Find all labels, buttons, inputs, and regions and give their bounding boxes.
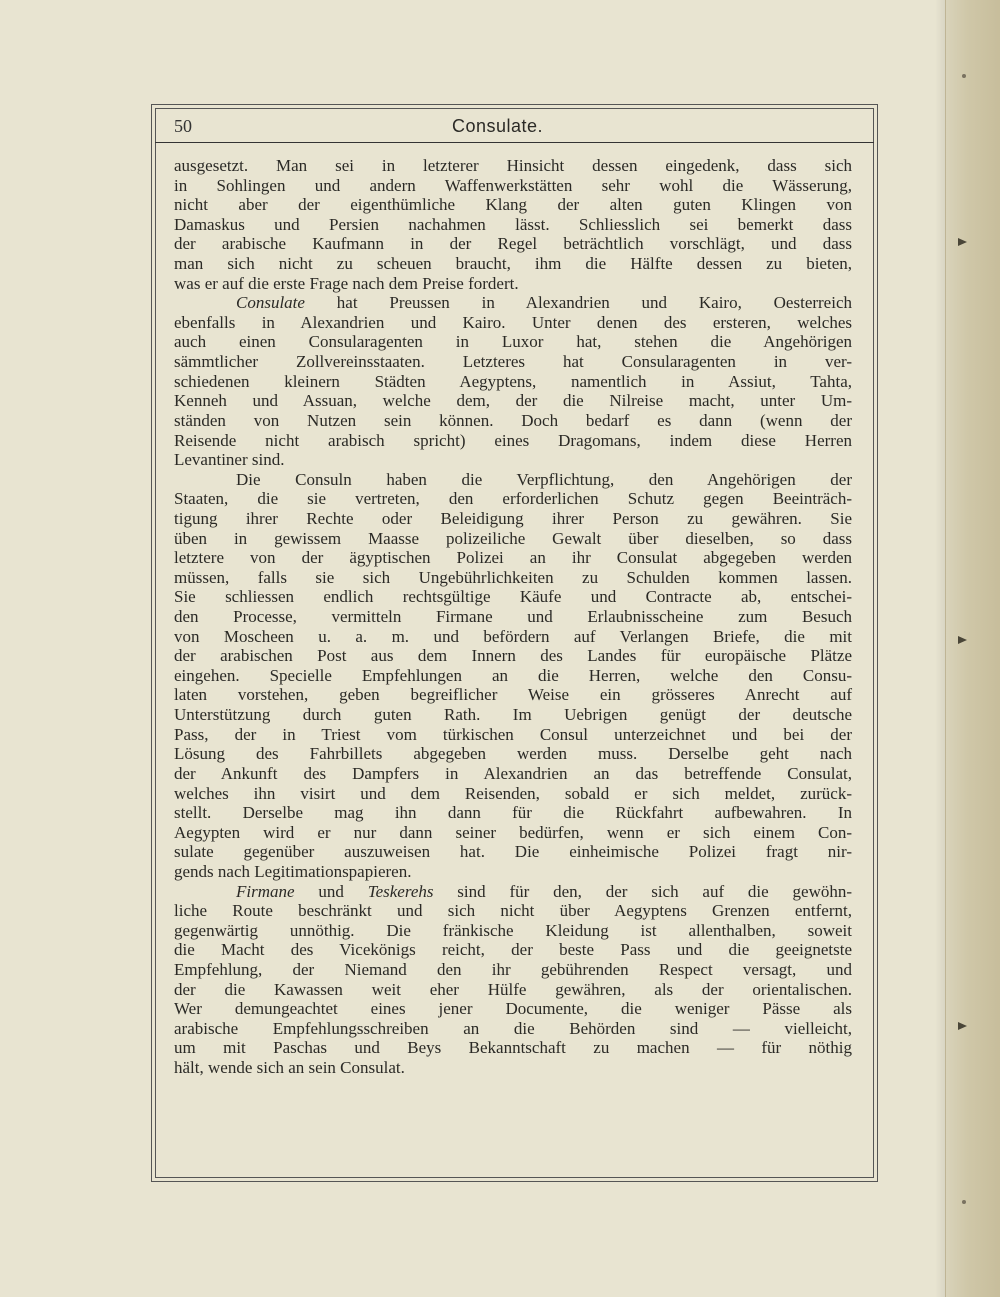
text-line: der die Kawassen weit eher Hülfe gewähren, als der orientalischen. (174, 979, 852, 999)
text-line: der Ankunft des Dampfers in Alexandrien an das betreffende Consulat, (174, 763, 852, 783)
header-rule (155, 142, 874, 143)
text-line: nicht aber der eigenthümliche Klang der alten guten Klingen von (174, 195, 852, 215)
text-line: arabische Empfehlungsschreiben an die Behörden sind — vielleicht, (174, 1018, 852, 1038)
text-line: hält, wende sich an sein Consulat. (174, 1058, 405, 1078)
text-line: den Processe, vermitteln Firmane und Erlaubnisscheine zum Besuch (174, 607, 852, 627)
text-line: gends nach Legitimationspapieren. (174, 861, 412, 881)
text-line: sämmtlicher Zollvereinsstaaten. Letzteres hat Consularagenten in ver- (174, 352, 852, 372)
text-line: Lösung des Fahrbillets abgegeben werden muss. Derselbe geht nach (174, 744, 852, 764)
page-number: 50 (174, 116, 192, 136)
text-line: letztere von der ägyptischen Polizei an ihr Consulat abgegeben werden (174, 548, 852, 568)
text-line: welches ihn visirt und dem Reisenden, sobald er sich meldet, zurück- (174, 783, 852, 803)
text-line: üben in gewissem Maasse polizeiliche Gewalt über dieselben, so dass (174, 528, 852, 548)
text-line: liche Route beschränkt und sich nicht über Aegyptens Grenzen entfernt, (174, 901, 852, 921)
text-line: Die Consuln haben die Verpflichtung, den Angehörigen der (236, 469, 852, 489)
margin-marker-icon (958, 1022, 967, 1030)
text-line: gegenwärtig unnöthig. Die fränkische Kleidung ist allenthalben, soweit (174, 920, 852, 940)
text-line: von Moscheen u. a. m. und befördern auf Verlangen Briefe, die mit (174, 626, 852, 646)
text-line: um mit Paschas und Beys Bekanntschaft zu machen — für nöthig (174, 1038, 852, 1058)
running-head: Consulate. (452, 116, 544, 136)
text-line: ebenfalls in Alexandrien und Kairo. Unter denen des ersteren, welches (174, 312, 852, 332)
text-line: ständen von Nutzen sein können. Doch bedarf es dann (wenn der (174, 410, 852, 430)
body-text (174, 156, 852, 1078)
text-line: laten vorstehen, geben begreiflicher Weise ein grösseres Anrecht auf (174, 685, 852, 705)
text-line: Wer demungeachtet eines jener Documente, die weniger Pässe als (174, 999, 852, 1019)
text-line: auch einen Consularagenten in Luxor hat, stehen die Angehörigen (174, 332, 852, 352)
text-line: Levantiner sind. (174, 450, 285, 470)
text-line: müssen, falls sie sich Ungebührlichkeiten zu Schulden kommen lassen. (174, 567, 852, 587)
margin-marker-icon (958, 238, 967, 246)
text-line: Unterstützung durch guten Rath. Im Uebrigen genügt der deutsche (174, 705, 852, 725)
text-line: man sich nicht zu scheuen braucht, ihm die Hälfte dessen zu bieten, (174, 254, 852, 274)
text-line: Aegypten wird er nur dann seiner bedürfen, wenn er sich einem Con- (174, 822, 852, 842)
text-line: was er auf die erste Frage nach dem Preise fordert. (174, 273, 519, 293)
text-line: tigung ihrer Rechte oder Beleidigung ihrer Person zu gewähren. Sie (174, 508, 852, 528)
text-line: Empfehlung, der Niemand den ihr gebührenden Respect versagt, und (174, 959, 852, 979)
text-line: Kenneh und Assuan, welche dem, der die Nilreise macht, unter Um- (174, 391, 852, 411)
italic-term: Teskerehs (367, 881, 434, 901)
margin-dot-icon (962, 74, 966, 78)
text-line: der arabische Kaufmann in der Regel beträchtlich vorschlägt, und dass (174, 234, 852, 254)
margin-marker-icon (958, 636, 967, 644)
text-line: Staaten, die sie vertreten, den erforderlichen Schutz gegen Beeinträch- (174, 489, 852, 509)
italic-term: Firmane (236, 881, 295, 901)
text-line: Pass, der in Triest vom türkischen Consul unterzeichnet und bei der (174, 724, 852, 744)
text-line: Reisende nicht arabisch spricht) eines Dragomans, indem diese Herren (174, 430, 852, 450)
text-line: schiedenen kleinern Städten Aegyptens, namentlich in Assiut, Tahta, (174, 371, 852, 391)
text-line: die Macht des Vicekönigs reicht, der beste Pass und die geeignetste (174, 940, 852, 960)
text-line: Damaskus und Persien nachahmen lässt. Schliesslich sei bemerkt dass (174, 214, 852, 234)
text-line: stellt. Derselbe mag ihn dann für die Rückfahrt aufbewahren. In (174, 803, 852, 823)
text-line: Consulate hat Preussen in Alexandrien und Kairo, Oesterreich (236, 293, 852, 313)
text-line: in Sohlingen und andern Waffenwerkstätten sehr wohl die Wässerung, (174, 175, 852, 195)
margin-dot-icon (962, 1200, 966, 1204)
text-line: Firmane und Teskerehs sind für den, der sich auf die gewöhn- (236, 881, 853, 901)
text-line: eingehen. Specielle Empfehlungen an die Herren, welche den Consu- (174, 665, 852, 685)
page-gutter (945, 0, 1000, 1297)
text-line: sulate gegenüber auszuweisen hat. Die einheimische Polizei fragt nir- (174, 842, 852, 862)
italic-term: Consulate (236, 293, 305, 313)
text-line: der arabischen Post aus dem Innern des Landes für europäische Plätze (174, 646, 852, 666)
text-line: ausgesetzt. Man sei in letzterer Hinsicht dessen eingedenk, dass sich (174, 156, 852, 175)
text-line: Sie schliessen endlich rechtsgültige Käufe und Contracte ab, entschei- (174, 587, 852, 607)
